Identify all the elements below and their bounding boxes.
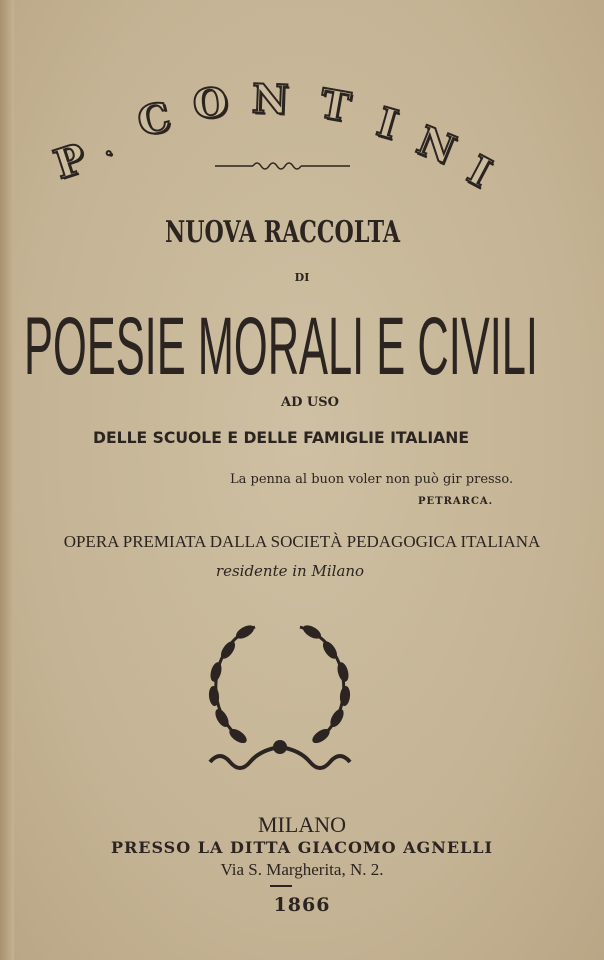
ad-uso: AD USO [281, 395, 339, 410]
audience-line-wrap [0, 424, 604, 448]
author-letter: . [101, 134, 114, 162]
title-di: DI [294, 271, 310, 284]
author-letter: P [48, 134, 92, 189]
main-title-wrap [0, 300, 604, 380]
audience-line: DELLE SCUOLE E DELLE FAMIGLIE ITALIANE [93, 428, 469, 447]
laurel-wreath-icon [200, 612, 360, 777]
award-line: OPERA PREMIATA DALLA SOCIETÀ PEDAGOGICA ITALIANA [63, 532, 541, 551]
author-letter: O [190, 78, 231, 129]
author-letter: T [316, 79, 354, 132]
author-letter: I [460, 146, 499, 197]
divider [270, 885, 292, 887]
imprint-year: 1866 [273, 894, 331, 916]
author-letter: N [251, 75, 290, 124]
award-location: residente in Milano [215, 562, 365, 580]
author-letter: C [132, 92, 176, 147]
imprint-city: MILANO [258, 812, 346, 837]
epigraph-quote: La penna al buon voler non può gir presso. [230, 472, 514, 487]
author-letter: N [410, 116, 463, 175]
main-title: POESIE MORALI E CIVILI [24, 301, 538, 380]
title-line-1: NUOVA RACCOLTA [165, 215, 401, 250]
epigraph-attribution: PETRARCA. [418, 496, 494, 507]
title-line-1-wrap [0, 210, 604, 250]
imprint-publisher: PRESSO LA DITTA GIACOMO AGNELLI [110, 838, 494, 857]
imprint-address: Via S. Margherita, N. 2. [220, 860, 384, 879]
ornamental-rule [215, 160, 350, 172]
author-letter: I [371, 98, 403, 149]
